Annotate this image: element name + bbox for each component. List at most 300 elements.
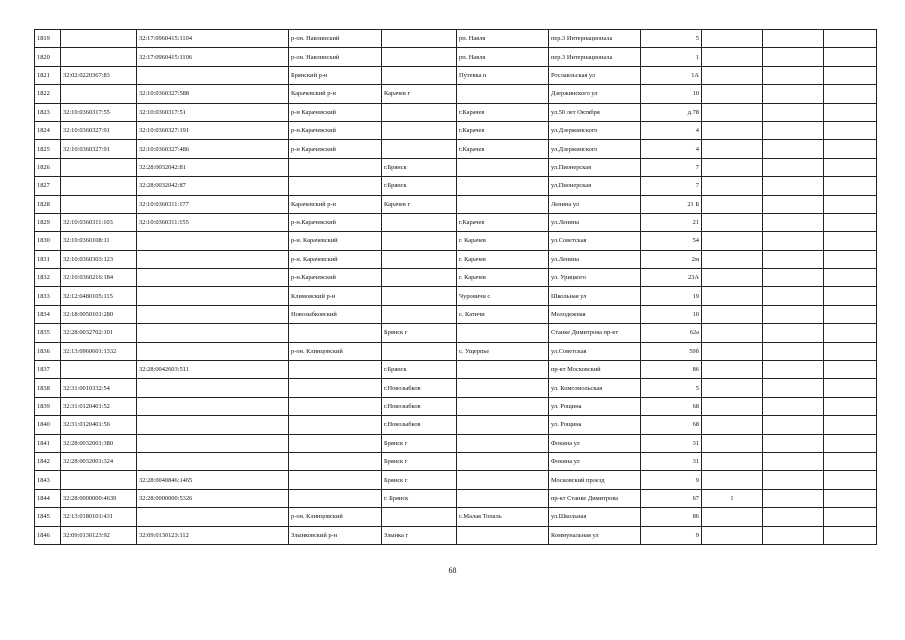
cadastral-number-cell: 32:31:0120401:52 <box>61 397 137 415</box>
cadastral-number-2-cell: 32:10:0360311:155 <box>137 213 289 231</box>
house-number-cell: 5 <box>641 30 702 48</box>
settlement-cell <box>457 452 549 470</box>
extra-cell-1 <box>702 195 763 213</box>
settlement-cell: с.Малая Топаль <box>457 508 549 526</box>
extra-cell-1 <box>702 30 763 48</box>
district-cell: р-он. Навлинский <box>289 30 382 48</box>
cadastral-number-cell <box>61 361 137 379</box>
cadastral-number-2-cell <box>137 324 289 342</box>
cadastral-number-cell <box>61 85 137 103</box>
street-cell: ул. Урицкого <box>549 269 641 287</box>
city-cell: Брянск г <box>382 434 457 452</box>
settlement-cell: г.Карачев <box>457 140 549 158</box>
settlement-cell: г.Карачев <box>457 213 549 231</box>
row-index-cell: 1828 <box>35 195 61 213</box>
street-cell: Рославльская ул <box>549 66 641 84</box>
house-number-cell: 86 <box>641 361 702 379</box>
table-row <box>35 287 877 305</box>
city-cell <box>382 250 457 268</box>
city-cell <box>382 287 457 305</box>
district-cell: р-н.Карачевский <box>289 213 382 231</box>
street-cell: ул.Ленина <box>549 250 641 268</box>
extra-cell-2 <box>763 177 824 195</box>
extra-cell-3 <box>824 416 877 434</box>
city-cell: г. Брянск <box>382 489 457 507</box>
cadastral-number-cell: 32:10:0360327:91 <box>61 140 137 158</box>
extra-cell-2 <box>763 158 824 176</box>
district-cell <box>289 434 382 452</box>
city-cell: г.Брянск <box>382 361 457 379</box>
extra-cell-2 <box>763 471 824 489</box>
cadastral-number-2-cell: 32:17:0960415:1106 <box>137 48 289 66</box>
cadastral-number-2-cell: 32:28:0000000:5326 <box>137 489 289 507</box>
settlement-cell <box>457 416 549 434</box>
extra-cell-3 <box>824 508 877 526</box>
settlement-cell <box>457 526 549 544</box>
table-row <box>35 140 877 158</box>
house-number-cell: 5 <box>641 379 702 397</box>
row-index-cell: 1843 <box>35 471 61 489</box>
extra-cell-1 <box>702 66 763 84</box>
city-cell: г.Новозыбков <box>382 379 457 397</box>
district-cell <box>289 361 382 379</box>
settlement-cell <box>457 471 549 489</box>
extra-cell-1 <box>702 416 763 434</box>
house-number-cell: 68 <box>641 416 702 434</box>
extra-cell-1 <box>702 379 763 397</box>
street-cell: Молодежная <box>549 305 641 323</box>
extra-cell-3 <box>824 158 877 176</box>
city-cell <box>382 66 457 84</box>
house-number-cell: 59б <box>641 342 702 360</box>
page-number: 68 <box>448 566 457 575</box>
district-cell <box>289 416 382 434</box>
extra-cell-1 <box>702 213 763 231</box>
extra-cell-2 <box>763 489 824 507</box>
extra-cell-2 <box>763 508 824 526</box>
settlement-cell <box>457 397 549 415</box>
cadastral-number-2-cell <box>137 232 289 250</box>
cadastral-number-2-cell <box>137 434 289 452</box>
row-index-cell: 1842 <box>35 452 61 470</box>
settlement-cell: с. Ущерпье <box>457 342 549 360</box>
extra-cell-1 <box>702 158 763 176</box>
extra-cell-1 <box>702 508 763 526</box>
extra-cell-2 <box>763 195 824 213</box>
house-number-cell: 2м <box>641 250 702 268</box>
street-cell: ул.Дзержинского <box>549 140 641 158</box>
row-index-cell: 1838 <box>35 379 61 397</box>
extra-cell-2 <box>763 361 824 379</box>
table-row <box>35 471 877 489</box>
house-number-cell: 7 <box>641 177 702 195</box>
table-row <box>35 452 877 470</box>
extra-cell-1 <box>702 48 763 66</box>
extra-cell-2 <box>763 434 824 452</box>
row-index-cell: 1840 <box>35 416 61 434</box>
extra-cell-3 <box>824 452 877 470</box>
row-index-cell: 1833 <box>35 287 61 305</box>
extra-cell-2 <box>763 30 824 48</box>
row-index-cell: 1836 <box>35 342 61 360</box>
house-number-cell: 62а <box>641 324 702 342</box>
house-number-cell: д.78 <box>641 103 702 121</box>
table-row <box>35 213 877 231</box>
street-cell: пер.3 Интернационала <box>549 30 641 48</box>
house-number-cell: 21 Б <box>641 195 702 213</box>
cadastral-number-cell: 32:18:0050101:280 <box>61 305 137 323</box>
extra-cell-2 <box>763 66 824 84</box>
street-cell: ул.50 лет Октября <box>549 103 641 121</box>
row-index-cell: 1821 <box>35 66 61 84</box>
street-cell: ул.Пионерская <box>549 177 641 195</box>
cadastral-number-2-cell <box>137 269 289 287</box>
city-cell <box>382 103 457 121</box>
table-row <box>35 324 877 342</box>
table-row <box>35 232 877 250</box>
extra-cell-3 <box>824 250 877 268</box>
cadastral-number-cell: 32:13:0180101:431 <box>61 508 137 526</box>
district-cell: Злынковский р-н <box>289 526 382 544</box>
extra-cell-3 <box>824 526 877 544</box>
extra-cell-2 <box>763 85 824 103</box>
extra-cell-3 <box>824 305 877 323</box>
house-number-cell: 7 <box>641 158 702 176</box>
extra-cell-2 <box>763 416 824 434</box>
extra-cell-3 <box>824 269 877 287</box>
settlement-cell <box>457 324 549 342</box>
extra-cell-3 <box>824 213 877 231</box>
extra-cell-3 <box>824 342 877 360</box>
cadastral-number-cell: 32:28:0032001:324 <box>61 452 137 470</box>
district-cell <box>289 379 382 397</box>
district-cell: Карачевский р-н <box>289 195 382 213</box>
row-index-cell: 1820 <box>35 48 61 66</box>
city-cell: Брянск г <box>382 324 457 342</box>
extra-cell-3 <box>824 361 877 379</box>
district-cell: р-н. Карачевский <box>289 250 382 268</box>
table-row <box>35 508 877 526</box>
table-row <box>35 269 877 287</box>
city-cell <box>382 508 457 526</box>
cadastral-number-cell: 32:31:0010332:54 <box>61 379 137 397</box>
table-row <box>35 379 877 397</box>
settlement-cell: рп. Навля <box>457 48 549 66</box>
row-index-cell: 1827 <box>35 177 61 195</box>
settlement-cell: Путевка п <box>457 66 549 84</box>
street-cell: Фокина ул <box>549 434 641 452</box>
settlement-cell: с. Катичи <box>457 305 549 323</box>
house-number-cell: 68 <box>641 397 702 415</box>
row-index-cell: 1837 <box>35 361 61 379</box>
row-index-cell: 1844 <box>35 489 61 507</box>
cadastral-number-2-cell <box>137 508 289 526</box>
cadastral-number-cell: 32:31:0120401:56 <box>61 416 137 434</box>
extra-cell-1 <box>702 103 763 121</box>
street-cell: пр-кт Станке Димитрова <box>549 489 641 507</box>
city-cell <box>382 305 457 323</box>
cadastral-number-cell: 32:10:0360317:55 <box>61 103 137 121</box>
property-register-table <box>34 29 877 545</box>
row-index-cell: 1846 <box>35 526 61 544</box>
table-row <box>35 177 877 195</box>
street-cell: Ленина ул <box>549 195 641 213</box>
extra-cell-3 <box>824 140 877 158</box>
settlement-cell <box>457 379 549 397</box>
extra-cell-3 <box>824 324 877 342</box>
extra-cell-3 <box>824 177 877 195</box>
street-cell: ул. Рощина <box>549 397 641 415</box>
table-row <box>35 489 877 507</box>
row-index-cell: 1830 <box>35 232 61 250</box>
extra-cell-1 <box>702 140 763 158</box>
cadastral-number-2-cell: 32:10:0360327:588 <box>137 85 289 103</box>
row-index-cell: 1823 <box>35 103 61 121</box>
settlement-cell: г.Карачев <box>457 121 549 139</box>
row-index-cell: 1834 <box>35 305 61 323</box>
table-row <box>35 30 877 48</box>
extra-cell-3 <box>824 121 877 139</box>
district-cell: Брянский р-н <box>289 66 382 84</box>
street-cell: ул. Рощина <box>549 416 641 434</box>
table-row <box>35 526 877 544</box>
table-body <box>35 30 877 545</box>
city-cell: г.Новозыбков <box>382 397 457 415</box>
settlement-cell <box>457 85 549 103</box>
house-number-cell: 21 <box>641 213 702 231</box>
cadastral-number-2-cell: 32:10:0360327:191 <box>137 121 289 139</box>
extra-cell-3 <box>824 195 877 213</box>
city-cell <box>382 121 457 139</box>
extra-cell-1 <box>702 121 763 139</box>
row-index-cell: 1824 <box>35 121 61 139</box>
cadastral-number-cell: 32:28:0032702:101 <box>61 324 137 342</box>
city-cell: Карачев г <box>382 85 457 103</box>
district-cell: р-он. Навлинский <box>289 48 382 66</box>
extra-cell-1 <box>702 452 763 470</box>
district-cell: р-н Карачевский <box>289 140 382 158</box>
cadastral-number-cell: 32:12:0480105:115 <box>61 287 137 305</box>
house-number-cell: 31 <box>641 434 702 452</box>
table-row <box>35 85 877 103</box>
street-cell: пр-кт Московский <box>549 361 641 379</box>
city-cell: г.Брянск <box>382 177 457 195</box>
table-row <box>35 250 877 268</box>
street-cell: Дзержинского ул <box>549 85 641 103</box>
house-number-cell: 10 <box>641 85 702 103</box>
cadastral-number-2-cell <box>137 250 289 268</box>
house-number-cell: 86 <box>641 508 702 526</box>
cadastral-number-cell: 32:10:0360327:91 <box>61 121 137 139</box>
street-cell: ул. Комсомольская <box>549 379 641 397</box>
table-row <box>35 397 877 415</box>
house-number-cell: 54 <box>641 232 702 250</box>
house-number-cell: 1А <box>641 66 702 84</box>
extra-cell-1 <box>702 305 763 323</box>
extra-cell-1 <box>702 397 763 415</box>
district-cell: Новозыбковский <box>289 305 382 323</box>
city-cell: Брянск г <box>382 471 457 489</box>
row-index-cell: 1826 <box>35 158 61 176</box>
row-index-cell: 1845 <box>35 508 61 526</box>
street-cell: ул.Школьная <box>549 508 641 526</box>
city-cell: Брянск г <box>382 452 457 470</box>
city-cell: г.Новозыбков <box>382 416 457 434</box>
settlement-cell: г. Карачев <box>457 232 549 250</box>
extra-cell-1 <box>702 526 763 544</box>
house-number-cell: 23А <box>641 269 702 287</box>
street-cell: ул.Советская <box>549 232 641 250</box>
extra-cell-1 <box>702 361 763 379</box>
extra-cell-3 <box>824 232 877 250</box>
row-index-cell: 1822 <box>35 85 61 103</box>
city-cell <box>382 342 457 360</box>
table-row <box>35 48 877 66</box>
extra-cell-2 <box>763 48 824 66</box>
extra-cell-3 <box>824 434 877 452</box>
settlement-cell <box>457 177 549 195</box>
extra-cell-2 <box>763 232 824 250</box>
cadastral-number-2-cell: 32:28:0040846:1465 <box>137 471 289 489</box>
district-cell <box>289 324 382 342</box>
settlement-cell <box>457 195 549 213</box>
extra-cell-3 <box>824 379 877 397</box>
cadastral-number-cell: 32:10:0360303:123 <box>61 250 137 268</box>
extra-cell-2 <box>763 103 824 121</box>
cadastral-number-2-cell <box>137 397 289 415</box>
city-cell <box>382 213 457 231</box>
extra-cell-2 <box>763 305 824 323</box>
house-number-cell: 4 <box>641 140 702 158</box>
cadastral-number-2-cell <box>137 66 289 84</box>
settlement-cell: г. Карачев <box>457 269 549 287</box>
street-cell: ул.Дзержинского <box>549 121 641 139</box>
cadastral-number-2-cell: 32:28:0032042:87 <box>137 177 289 195</box>
row-index-cell: 1819 <box>35 30 61 48</box>
extra-cell-3 <box>824 397 877 415</box>
extra-cell-3 <box>824 30 877 48</box>
extra-cell-1 <box>702 471 763 489</box>
extra-cell-3 <box>824 489 877 507</box>
extra-cell-2 <box>763 379 824 397</box>
district-cell: Климовский р-н <box>289 287 382 305</box>
district-cell: р-н.Карачевский <box>289 121 382 139</box>
extra-cell-1 <box>702 269 763 287</box>
cadastral-number-cell <box>61 30 137 48</box>
cadastral-number-cell <box>61 158 137 176</box>
settlement-cell: Чуровичи с <box>457 287 549 305</box>
cadastral-number-cell <box>61 177 137 195</box>
table-row <box>35 305 877 323</box>
cadastral-number-cell: 32:13:0960601:1332 <box>61 342 137 360</box>
cadastral-number-cell: 32:10:0360311:103 <box>61 213 137 231</box>
extra-cell-3 <box>824 287 877 305</box>
district-cell <box>289 177 382 195</box>
extra-cell-3 <box>824 85 877 103</box>
extra-cell-2 <box>763 342 824 360</box>
extra-cell-1 <box>702 324 763 342</box>
extra-cell-1 <box>702 177 763 195</box>
house-number-cell: 19 <box>641 287 702 305</box>
house-number-cell: 10 <box>641 305 702 323</box>
cadastral-number-cell: 32:02:0220367:83 <box>61 66 137 84</box>
extra-cell-2 <box>763 121 824 139</box>
cadastral-number-2-cell <box>137 305 289 323</box>
extra-cell-1 <box>702 232 763 250</box>
row-index-cell: 1825 <box>35 140 61 158</box>
street-cell: ул.Пионерская <box>549 158 641 176</box>
table-row <box>35 434 877 452</box>
settlement-cell: рп. Навля <box>457 30 549 48</box>
extra-cell-2 <box>763 140 824 158</box>
row-index-cell: 1835 <box>35 324 61 342</box>
register-sheet <box>34 29 876 545</box>
extra-cell-1 <box>702 342 763 360</box>
city-cell <box>382 232 457 250</box>
extra-cell-2 <box>763 250 824 268</box>
cadastral-number-2-cell: 32:09:0130123:112 <box>137 526 289 544</box>
cadastral-number-2-cell <box>137 416 289 434</box>
extra-cell-3 <box>824 103 877 121</box>
city-cell: Карачев г <box>382 195 457 213</box>
city-cell <box>382 48 457 66</box>
district-cell <box>289 397 382 415</box>
city-cell: г.Брянск <box>382 158 457 176</box>
cadastral-number-2-cell <box>137 287 289 305</box>
cadastral-number-2-cell: 32:10:0360317:51 <box>137 103 289 121</box>
cadastral-number-cell <box>61 48 137 66</box>
settlement-cell <box>457 434 549 452</box>
district-cell: Карачевский р-н <box>289 85 382 103</box>
cadastral-number-2-cell: 32:28:0042603:511 <box>137 361 289 379</box>
row-index-cell: 1832 <box>35 269 61 287</box>
extra-cell-3 <box>824 48 877 66</box>
table-row <box>35 361 877 379</box>
house-number-cell: 1 <box>641 48 702 66</box>
street-cell: ул.Ленина <box>549 213 641 231</box>
cadastral-number-2-cell: 32:17:0960415:1104 <box>137 30 289 48</box>
cadastral-number-cell: 32:10:0360216:184 <box>61 269 137 287</box>
cadastral-number-cell: 32:09:0130123:92 <box>61 526 137 544</box>
extra-cell-1 <box>702 85 763 103</box>
district-cell <box>289 471 382 489</box>
extra-cell-1 <box>702 287 763 305</box>
cadastral-number-2-cell <box>137 379 289 397</box>
district-cell: р-н. Карачевский <box>289 232 382 250</box>
extra-cell-1 <box>702 250 763 268</box>
house-number-cell: 4 <box>641 121 702 139</box>
table-row <box>35 342 877 360</box>
row-index-cell: 1829 <box>35 213 61 231</box>
table-row <box>35 195 877 213</box>
extra-cell-1 <box>702 434 763 452</box>
extra-cell-3 <box>824 471 877 489</box>
extra-cell-2 <box>763 526 824 544</box>
extra-cell-1: 1 <box>702 489 763 507</box>
cadastral-number-2-cell: 32:10:0360327:486 <box>137 140 289 158</box>
extra-cell-2 <box>763 397 824 415</box>
district-cell <box>289 489 382 507</box>
street-cell: Фокина ул <box>549 452 641 470</box>
cadastral-number-2-cell <box>137 452 289 470</box>
extra-cell-2 <box>763 287 824 305</box>
extra-cell-2 <box>763 324 824 342</box>
cadastral-number-cell: 32:28:0032001:380 <box>61 434 137 452</box>
cadastral-number-cell <box>61 195 137 213</box>
district-cell: р-н Карачевский <box>289 103 382 121</box>
cadastral-number-2-cell <box>137 342 289 360</box>
settlement-cell: г. Карачев <box>457 250 549 268</box>
